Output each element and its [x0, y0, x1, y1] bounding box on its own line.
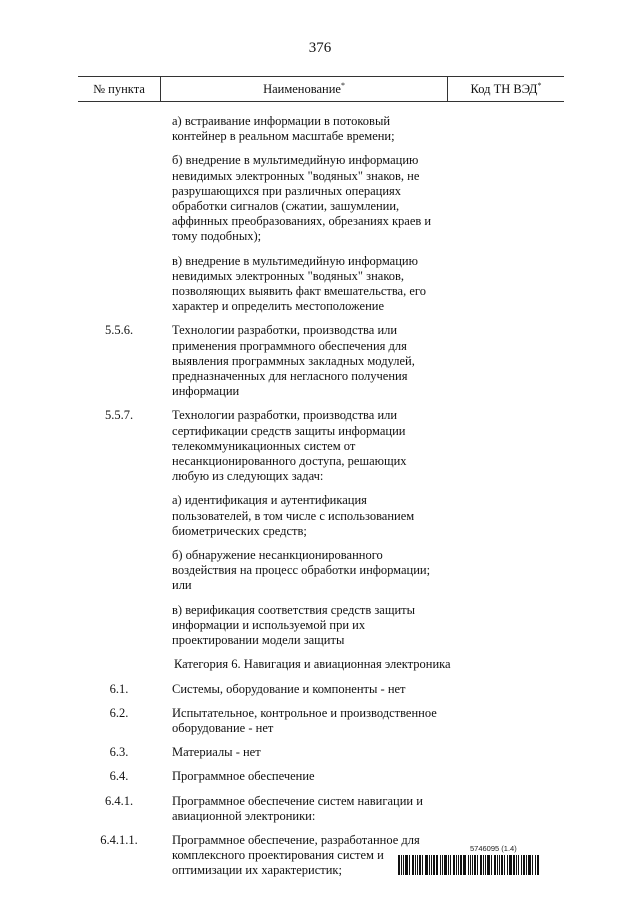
item-text: Технологии разработки, производства или сертификации средств защиты информации телекоммуникационных систем от несанкционированного доступа, решающих любую из следующих задач: — [172, 408, 407, 484]
item-text: в) верификация соответствия средств защиты информации и используемой при их проектировании модели защиты — [172, 602, 416, 648]
item-text: б) обнаружение несанкционированного воздействия на процесс обработки информации; или — [172, 548, 431, 593]
item-number: 6.3. — [109, 745, 129, 760]
col-code-footnote-mark: * — [537, 80, 542, 90]
item-number — [78, 603, 160, 649]
item-number — [78, 548, 160, 594]
table-header — [78, 76, 564, 102]
item-number — [78, 254, 160, 315]
table-row — [78, 794, 564, 824]
table-row — [78, 548, 564, 594]
table-row — [78, 114, 564, 144]
item-number: 5.5.6. — [104, 323, 134, 338]
item-number: 6.4.1. — [104, 793, 134, 808]
table-row — [78, 603, 564, 649]
table-row — [78, 254, 564, 315]
item-text: Программное обеспечение, разработанное для комплексного проектирования систем и оптимизации их характеристик; — [172, 832, 420, 878]
item-number: 6.4.1.1. — [100, 832, 138, 847]
col-num-header: № пункта — [93, 81, 145, 96]
item-number: 5.5.7. — [104, 408, 134, 423]
item-text: Материалы - нет — [172, 745, 261, 760]
item-text: Программное обеспечение — [172, 769, 315, 784]
item-number: 6.2. — [109, 705, 129, 720]
item-text: в) внедрение в мультимедийную информацию невидимых электронных "водяных" знаков, позволяющих выявить факт вмешательства, его характер и определить местоположение — [172, 253, 426, 314]
item-number: 6.4. — [109, 769, 129, 784]
table-row — [78, 153, 564, 244]
item-text: б) внедрение в мультимедийную информацию невидимых электронных "водяных" знаков, не разрушающихся при различных операциях обработки сигналов (сжатии, зашумлении, аффинных преобразованиях, обрезаниях краев и тому подобных); — [172, 153, 432, 244]
barcode-icon — [398, 855, 568, 875]
col-code-header — [448, 82, 564, 97]
col-name-header — [160, 77, 448, 101]
item-number — [78, 493, 160, 539]
page-number: 376 — [308, 40, 332, 56]
table-row — [78, 408, 564, 484]
table-row — [78, 682, 564, 697]
col-name-footnote-mark: * — [340, 80, 345, 90]
item-text: Испытательное, контрольное и производственное оборудование - нет — [172, 705, 437, 735]
item-number — [78, 153, 160, 244]
table-row — [78, 769, 564, 784]
document-body — [78, 114, 564, 888]
item-number: 6.1. — [109, 681, 129, 696]
document-code: 5746095 (1.4) — [470, 844, 517, 853]
item-text: а) встраивание информации в потоковый контейнер в реальном масштабе времени; — [172, 114, 395, 144]
col-name-label: Наименование — [263, 82, 341, 96]
table-row — [78, 745, 564, 760]
item-number — [78, 114, 160, 144]
item-text: Программное обеспечение систем навигации и авиационной электроники: — [172, 793, 423, 823]
item-text: Технологии разработки, производства или применения программного обеспечения для выявления программных закладных модулей, предназначенных для негласного получения информации — [172, 323, 415, 399]
item-text: Системы, оборудование и компоненты - нет — [172, 681, 406, 696]
category-title: Категория 6. Навигация и авиационная электроника — [174, 657, 451, 672]
category-heading-row — [78, 657, 564, 672]
item-text: а) идентификация и аутентификация пользователей, в том числе с использованием биометрических средств; — [172, 493, 415, 538]
table-row — [78, 323, 564, 399]
col-code-label: Код ТН ВЭД — [470, 81, 538, 96]
table-row — [78, 706, 564, 736]
table-row — [78, 493, 564, 539]
